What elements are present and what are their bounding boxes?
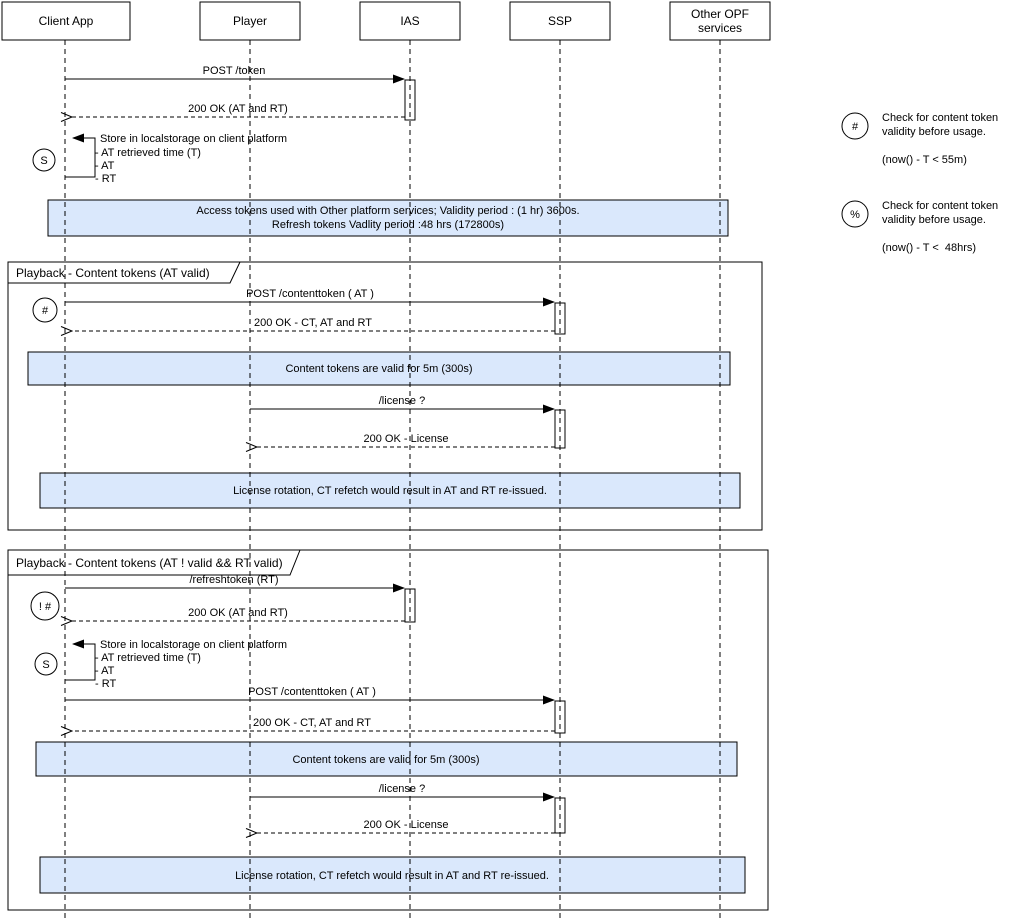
marker-hash-label: # xyxy=(41,305,49,317)
label-store-title-2: Store in localstorage on client platform xyxy=(100,639,288,651)
actor-label-client-app: Client App xyxy=(38,14,94,28)
self-message-store-1 xyxy=(65,138,95,177)
legend-hash-symbol: # xyxy=(851,121,859,133)
legend-hash-line1: Check for content token xyxy=(882,112,999,124)
note-license-rotation-text-1: License rotation, CT refetch would result in AT and RT re-issued. xyxy=(233,485,547,497)
frame2-label: Playback - Content tokens (AT ! valid && RT valid) xyxy=(16,556,283,570)
label-store-item3-1: - RT xyxy=(95,173,117,185)
label-license-req-1: /license ? xyxy=(378,395,426,407)
label-store-item3-2: - RT xyxy=(95,678,117,690)
frame-playback-at-invalid-rt-valid xyxy=(8,550,768,910)
legend-percent-line1: Check for content token xyxy=(882,200,999,212)
self-message-store-2 xyxy=(65,644,95,680)
legend-percent-symbol: % xyxy=(850,209,860,221)
actor-label-other-opf-line2: services xyxy=(697,21,743,35)
legend xyxy=(842,112,998,254)
note-access-line2: Refresh tokens Vadlity period :48 hrs (172800s) xyxy=(271,219,505,231)
marker-s-label-1: S xyxy=(40,155,48,167)
label-resp-ct-1: 200 OK - CT, AT and RT xyxy=(254,317,372,329)
label-post-contenttoken-2: POST /contenttoken ( AT ) xyxy=(248,686,376,698)
label-refreshtoken: /refreshtoken (RT) xyxy=(189,574,279,586)
label-store-item2-2: - AT xyxy=(95,665,115,677)
actor-label-ias: IAS xyxy=(400,14,420,28)
note-content-tokens-text-2: Content tokens are valid for 5m (300s) xyxy=(292,754,480,766)
label-store-item1-1: - AT retrieved time (T) xyxy=(95,147,201,159)
note-license-rotation-text-2: License rotation, CT refetch would result in AT and RT re-issued. xyxy=(235,870,549,882)
label-resp-ct-2: 200 OK - CT, AT and RT xyxy=(253,717,371,729)
label-post-contenttoken-1: POST /contenttoken ( AT ) xyxy=(246,288,374,300)
marker-s-label-2: S xyxy=(42,659,50,671)
legend-percent-formula: (now() - T < 48hrs) xyxy=(882,242,977,254)
label-resp-at-rt-1: 200 OK (AT and RT) xyxy=(188,103,288,115)
note-access-line1: Access tokens used with Other platform services; Validity period : (1 hr) 3600s. xyxy=(196,205,580,217)
frame1-label: Playback - Content tokens (AT valid) xyxy=(16,266,210,280)
label-license-resp-1: 200 OK - License xyxy=(363,433,449,445)
actor-label-ssp: SSP xyxy=(547,14,573,28)
label-license-req-2: /license ? xyxy=(378,783,426,795)
marker-bang-hash-label: ! # xyxy=(38,601,52,613)
label-store-item2-1: - AT xyxy=(95,160,115,172)
legend-percent-line2: validity before usage. xyxy=(882,214,986,226)
actor-label-other-opf-line1: Other OPF xyxy=(690,7,750,21)
note-content-tokens-text-1: Content tokens are valid for 5m (300s) xyxy=(285,363,473,375)
actor-label-player: Player xyxy=(232,14,268,28)
label-license-resp-2: 200 OK - License xyxy=(363,819,449,831)
label-post-token: POST /token xyxy=(202,65,266,77)
label-store-item1-2: - AT retrieved time (T) xyxy=(95,652,201,664)
label-store-title-1: Store in localstorage on client platform xyxy=(100,133,288,145)
legend-hash-formula: (now() - T < 55m) xyxy=(882,154,967,166)
label-resp-at-rt-2: 200 OK (AT and RT) xyxy=(188,607,288,619)
frame2-border xyxy=(8,550,768,910)
legend-hash-line2: validity before usage. xyxy=(882,126,986,138)
